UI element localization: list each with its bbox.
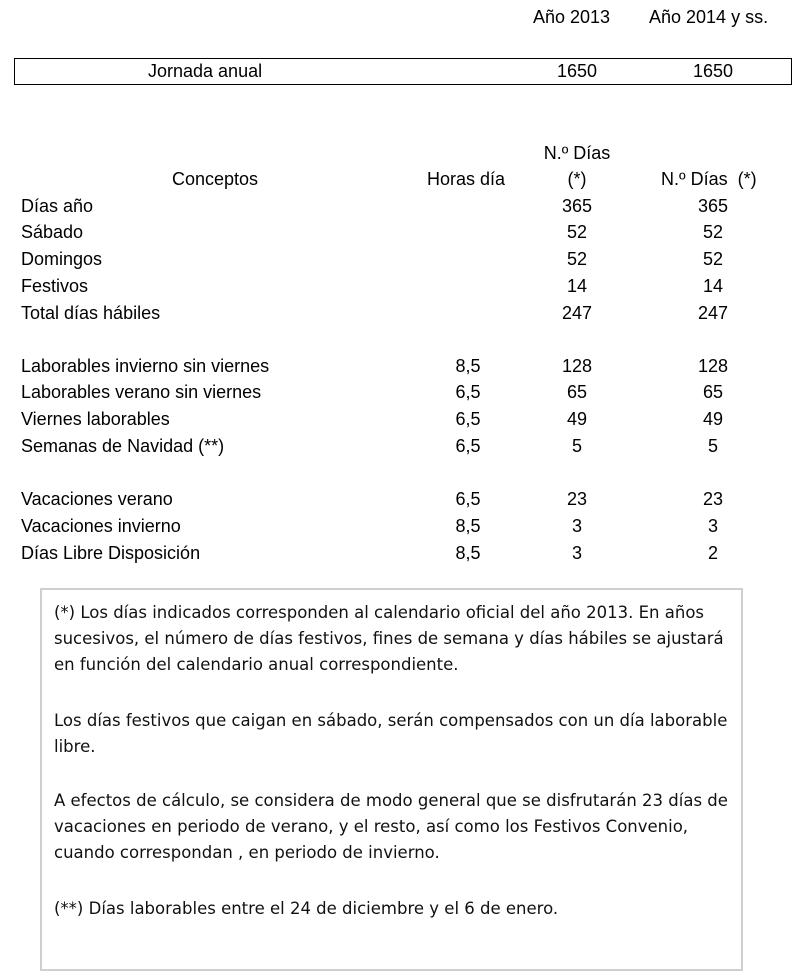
note-paragraph-2: Los días festivos que caigan en sábado, serán compensados con un día laborable libre. [54, 711, 728, 756]
header-dias-2013-line1: N.º Días [543, 143, 611, 163]
table-row [0, 275, 808, 302]
row-dias-2013: 52 [566, 222, 588, 242]
row-dias-2014: 49 [702, 409, 724, 429]
row-dias-2013: 5 [571, 436, 582, 456]
table-row [0, 221, 808, 248]
row-horas-dia: 6,5 [455, 409, 481, 429]
table-row [0, 488, 808, 515]
row-concepto: Semanas de Navidad (**) [21, 436, 225, 456]
header-dias-2013-line2: (*) [567, 169, 587, 189]
table-row [0, 248, 808, 275]
row-dias-2014: 128 [697, 356, 729, 376]
row-dias-2013: 23 [566, 489, 588, 509]
row-dias-2014: 365 [697, 196, 729, 216]
row-dias-2014: 3 [707, 516, 718, 536]
header-horas-dia: Horas día [426, 169, 506, 189]
row-concepto: Domingos [21, 249, 103, 269]
header-dias-2014: N.º Días (*) [661, 169, 757, 189]
row-concepto: Días Libre Disposición [21, 543, 201, 563]
row-dias-2013: 247 [561, 303, 593, 323]
table-row [0, 542, 808, 569]
row-dias-2014: 2 [707, 543, 718, 563]
row-dias-2014: 5 [707, 436, 718, 456]
row-horas-dia: 8,5 [455, 516, 481, 536]
row-horas-dia: 6,5 [455, 436, 481, 456]
row-concepto: Laborables invierno sin viernes [21, 356, 270, 376]
table-row [0, 515, 808, 542]
year-2013-header: Año 2013 [533, 7, 611, 27]
row-dias-2014: 14 [702, 276, 724, 296]
row-concepto: Sábado [21, 222, 84, 242]
row-dias-2013: 52 [566, 249, 588, 269]
row-dias-2014: 23 [702, 489, 724, 509]
row-concepto: Festivos [21, 276, 89, 296]
table-row [0, 195, 808, 222]
note-paragraph-3: A efectos de cálculo, se considera de modo general que se disfrutarán 23 días de vacaciones en periodo de verano, y el resto, así como los Festivos Convenio, cuando correspondan , en periodo de invierno. [54, 791, 728, 862]
row-dias-2013: 49 [566, 409, 588, 429]
row-concepto: Viernes laborables [21, 409, 170, 429]
table-row [0, 435, 808, 462]
year-2014-header: Año 2014 y ss. [649, 7, 769, 27]
row-horas-dia: 6,5 [455, 489, 481, 509]
note-paragraph-4: (**) Días laborables entre el 24 de diciembre y el 6 de enero. [54, 899, 559, 918]
note-paragraph-1: (*) Los días indicados corresponden al calendario oficial del año 2013. En años sucesivos, el número de días festivos, fines de semana y días hábiles se ajustará en función del calendario anual correspondiente. [54, 603, 724, 674]
row-dias-2013: 3 [571, 543, 582, 563]
row-concepto: Laborables verano sin viernes [21, 382, 262, 402]
row-dias-2013: 128 [561, 356, 593, 376]
row-concepto: Total días hábiles [21, 303, 161, 323]
row-concepto: Vacaciones invierno [21, 516, 181, 536]
jornada-2013-value: 1650 [556, 61, 598, 81]
table-row [0, 355, 808, 382]
row-horas-dia: 6,5 [455, 382, 481, 402]
row-dias-2013: 14 [566, 276, 588, 296]
table-row [0, 408, 808, 435]
row-concepto: Días año [21, 196, 94, 216]
row-dias-2014: 52 [702, 249, 724, 269]
jornada-anual-label: Jornada anual [148, 61, 263, 81]
row-dias-2013: 3 [571, 516, 582, 536]
row-horas-dia: 8,5 [455, 356, 481, 376]
jornada-2014-value: 1650 [692, 61, 734, 81]
table-row [0, 381, 808, 408]
header-conceptos: Conceptos [171, 169, 259, 189]
row-dias-2014: 52 [702, 222, 724, 242]
notes-box [40, 588, 743, 971]
row-concepto: Vacaciones verano [21, 489, 173, 509]
row-horas-dia: 8,5 [455, 543, 481, 563]
row-dias-2013: 365 [561, 196, 593, 216]
row-dias-2014: 65 [702, 382, 724, 402]
row-dias-2013: 65 [566, 382, 588, 402]
row-dias-2014: 247 [697, 303, 729, 323]
table-row [0, 302, 808, 329]
